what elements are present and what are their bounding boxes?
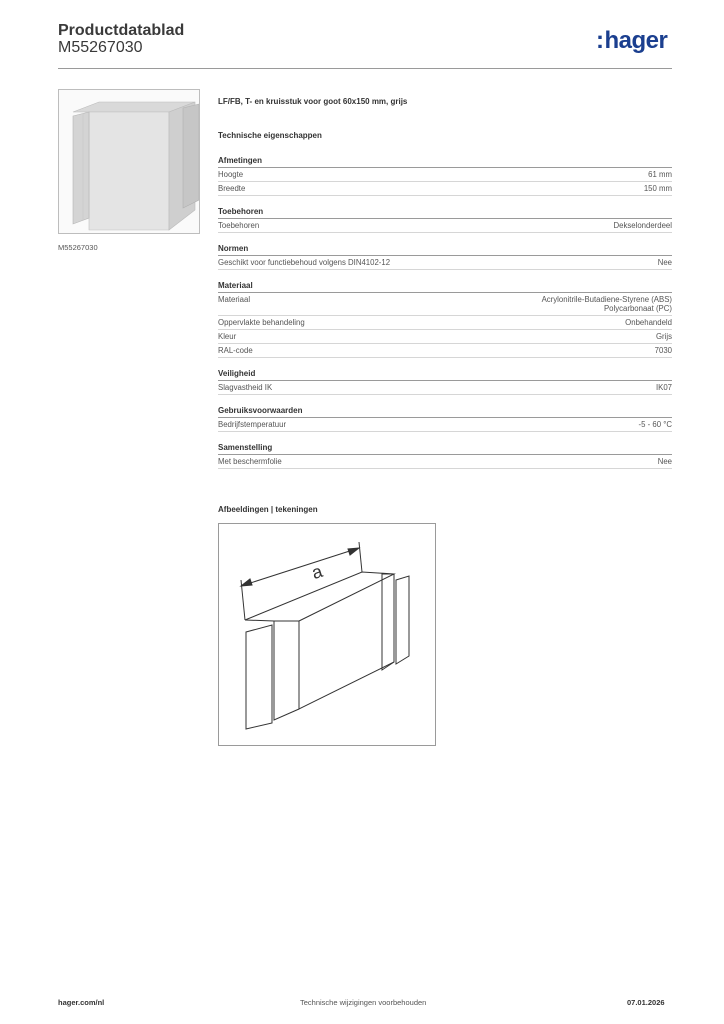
spec-group [218,207,672,233]
product-description: LF/FB, T- en kruisstuk voor goot 60x150 mm, grijs [218,97,408,106]
product-photo-illustration [59,90,199,233]
document-title: Productdatablad [58,22,185,39]
spec-row [218,316,672,330]
spec-row [218,293,672,316]
spec-group [218,406,672,432]
hager-logo [596,27,667,55]
spec-label: Breedte [218,184,246,193]
group-heading: Gebruiksvoorwaarden [218,406,672,418]
spec-row [218,330,672,344]
group-heading: Afmetingen [218,156,672,168]
spec-label: Materiaal [218,295,251,304]
spec-label: Slagvastheid IK [218,383,273,392]
footer-website[interactable]: hager.com/nl [58,998,105,1007]
dimension-label: a [309,560,325,584]
spec-value: 7030 [654,346,672,355]
group-heading: Toebehoren [218,207,672,219]
spec-row [218,455,672,469]
group-heading: Veiligheid [218,369,672,381]
spec-label: Oppervlakte behandeling [218,318,305,327]
spec-label: RAL-code [218,346,253,355]
specifications [218,156,672,480]
spec-row [218,418,672,432]
header-divider [58,68,672,69]
group-heading: Samenstelling [218,443,672,455]
spec-row [218,168,672,182]
spec-row [218,182,672,196]
spec-label: Hoogte [218,170,244,179]
spec-value-line: Polycarbonaat (PC) [603,304,672,313]
spec-value: IK07 [655,383,672,392]
footer-date: 07.01.2026 [627,998,665,1007]
spec-value [542,295,672,313]
spec-value: -5 - 60 °C [638,420,672,429]
spec-group [218,156,672,196]
group-heading: Normen [218,244,672,256]
spec-label: Geschikt voor functiebehoud volgens DIN4102-12 [218,258,391,267]
spec-value: Dekselonderdeel [613,221,672,230]
spec-value-line: Acrylonitrile-Butadiene-Styrene (ABS) [541,295,672,304]
photo-caption: M55267030 [58,243,98,252]
drawings-heading: Afbeeldingen | tekeningen [218,505,318,514]
logo-mark-icon: : [596,27,604,54]
product-photo [58,89,200,234]
spec-value: 150 mm [643,184,672,193]
document-reference: M55267030 [58,39,143,56]
spec-value: Nee [657,258,672,267]
spec-value: Onbehandeld [625,318,672,327]
spec-row [218,219,672,233]
technical-properties-heading: Technische eigenschappen [218,131,322,140]
spec-group [218,369,672,395]
technical-drawing [218,523,436,746]
logo-text: hager [604,27,668,54]
group-heading: Materiaal [218,281,672,293]
spec-label: Met beschermfolie [218,457,282,466]
spec-group [218,281,672,358]
footer-disclaimer: Technische wijzigingen voorbehouden [300,998,427,1007]
spec-value: Grijs [655,332,672,341]
spec-label: Kleur [218,332,237,341]
spec-group [218,443,672,469]
spec-value: Nee [657,457,672,466]
spec-row [218,256,672,270]
spec-value: 61 mm [648,170,672,179]
spec-group [218,244,672,270]
technical-drawing-illustration [219,524,435,745]
spec-label: Bedrijfstemperatuur [218,420,287,429]
spec-row [218,381,672,395]
spec-label: Toebehoren [218,221,260,230]
spec-row [218,344,672,358]
